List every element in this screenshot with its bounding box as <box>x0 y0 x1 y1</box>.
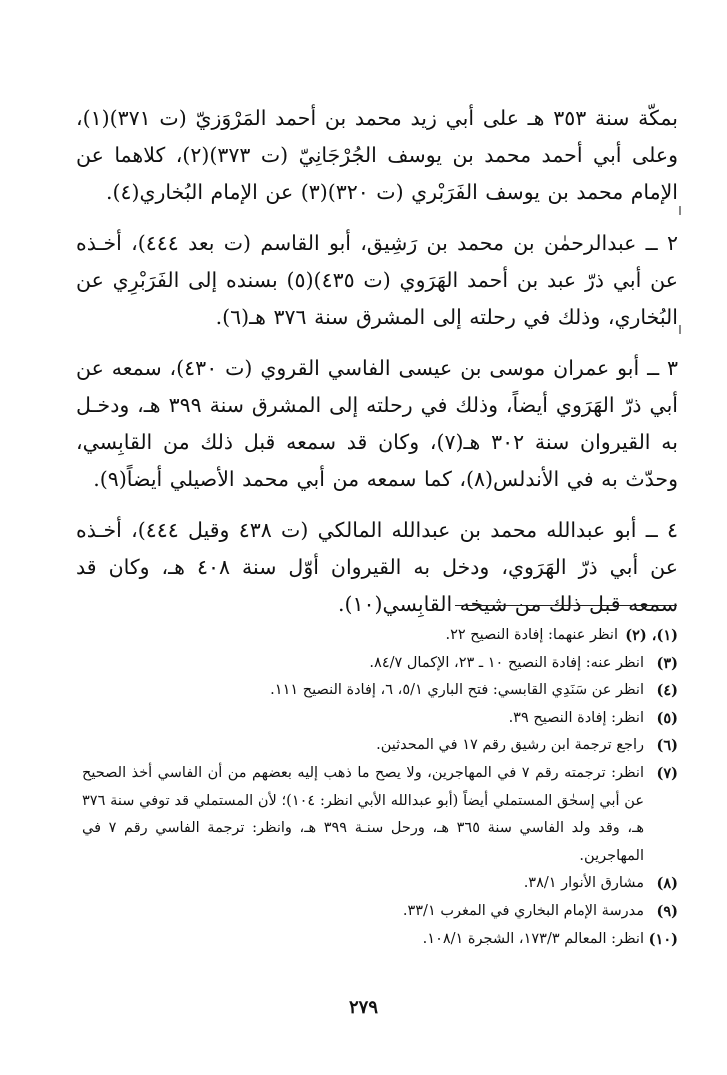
footnote <box>82 622 678 650</box>
footnote-number: (١)، (٢) <box>625 627 678 644</box>
footnote-number: (٨) <box>656 875 678 893</box>
page-number: ٢٧٩ <box>348 997 378 1018</box>
footnote-text: انظر: ترجمته رقم ٧ في المهاجرين، ولا يصح ما ذهب إليه بعضهم من أن الفاسي أخذ الصحيح عن أبي إسحٰق المستملي أيضاً (أبو عبدالله الأبي انظر: ١٠٤)؛ لأن المستملي قد توفي سنة ٣٧٦ هـ، وقد ولد الفاسي سنة ٣٦٥ هـ، ورحل سنـة ٣٩٩ هـ، وانظر: ترجمة الفاسي رقم ٧ في المهاجرين. <box>82 764 644 864</box>
footnote-text: انظر: إفادة النصيح ٣٩. <box>508 709 644 726</box>
footnote-number: (٦) <box>656 737 678 755</box>
footnotes <box>82 622 678 953</box>
paragraph-1: بمكّة سنة ٣٥٣ هـ على أبي زيد محمد بن أحمد المَرْوَزيّ (ت ٣٧١)(١)، وعلى أبي أحمد محمد بن يوسف الجُرْجَانِيّ (ت ٣٧٣)(٢)، كلاهما عن الإمام محمد بن يوسف الفَرَبْري (ت ٣٢٠)(٣) عن الإمام البُخاري(٤). <box>76 106 678 204</box>
footnote-number: (٧) <box>656 764 678 782</box>
footnote <box>82 677 678 705</box>
footnote-number: (١٠) <box>648 930 678 948</box>
footnote-text: انظر عنهما: إفادة النصيح ٢٢. <box>445 627 618 643</box>
paragraph-2: ٢ ــ عبدالرحمٰن بن محمد بن رَشِيق، أبو القاسم (ت بعد ٤٤٤)، أخـذه عن أبي ذرّ عبد بن أحمد الهَرَوي (ت ٤٣٥)(٥) بسنده إلى الفَرَبْرِي عن البُخاري، وذلك في رحلته إلى المشرق سنة ٣٧٦ هـ(٦). <box>76 231 678 329</box>
footnote-number: (٩) <box>656 902 678 920</box>
paragraph-3: ٣ ــ أبو عمران موسى بن عيسى الفاسي القروي (ت ٤٣٠)، سمعه عن أبي ذرّ الهَرَوي أيضاً، وذلك في رحلته إلى المشرق سنة ٣٩٩ هـ، ودخـل به القيروان سنة ٣٠٢ هـ(٧)، وكان قد سمعه قبل ذلك من القابِسي، وحدّث به في الأندلس(٨)، كما سمعه من أبي محمد الأصيلي أيضاً(٩). <box>76 356 678 491</box>
footnote-number: (٤) <box>656 682 678 700</box>
margin-mark <box>679 206 681 215</box>
footnote-text: انظر عنه: إفادة النصيح ١٠ ـ ٢٣، الإكمال ٨٤/٧. <box>369 654 644 671</box>
main-text <box>76 100 678 637</box>
footnote-text: مشارق الأنوار ٣٨/١. <box>523 875 644 892</box>
footnote-separator <box>455 605 677 606</box>
margin-mark <box>679 325 681 334</box>
footnote <box>82 760 678 870</box>
footnote <box>82 926 678 954</box>
footnote-text: انظر عن سَنَدِي القابسي: فتح الباري ٥/١، ٦، إفادة النصيح ١١١. <box>270 682 644 699</box>
footnote-number: (٣) <box>656 654 678 672</box>
footnote <box>82 650 678 678</box>
footnote <box>82 705 678 733</box>
footnote-text: راجع ترجمة ابن رشيق رقم ١٧ في المحدثين. <box>376 737 644 754</box>
footnote-text: انظر: المعالم ١٧٣/٣، الشجرة ١٠٨/١. <box>422 930 644 947</box>
footnote-text: مدرسة الإمام البخاري في المغرب ٣٣/١. <box>402 902 644 919</box>
paragraph-4: ٤ ــ أبو عبدالله محمد بن عبدالله المالكي (ت ٤٣٨ وقيل ٤٤٤)، أخـذه عن أبي ذرّ الهَرَوي، ودخل به القيروان أوّل سنة ٤٠٨ هـ، وكان قد سمعه قبل ذلك من شيخه القابِسي(١٠). <box>76 518 678 616</box>
footnote <box>82 898 678 926</box>
footnote <box>82 732 678 760</box>
footnote-number: (٥) <box>656 709 678 727</box>
footnote <box>82 870 678 898</box>
